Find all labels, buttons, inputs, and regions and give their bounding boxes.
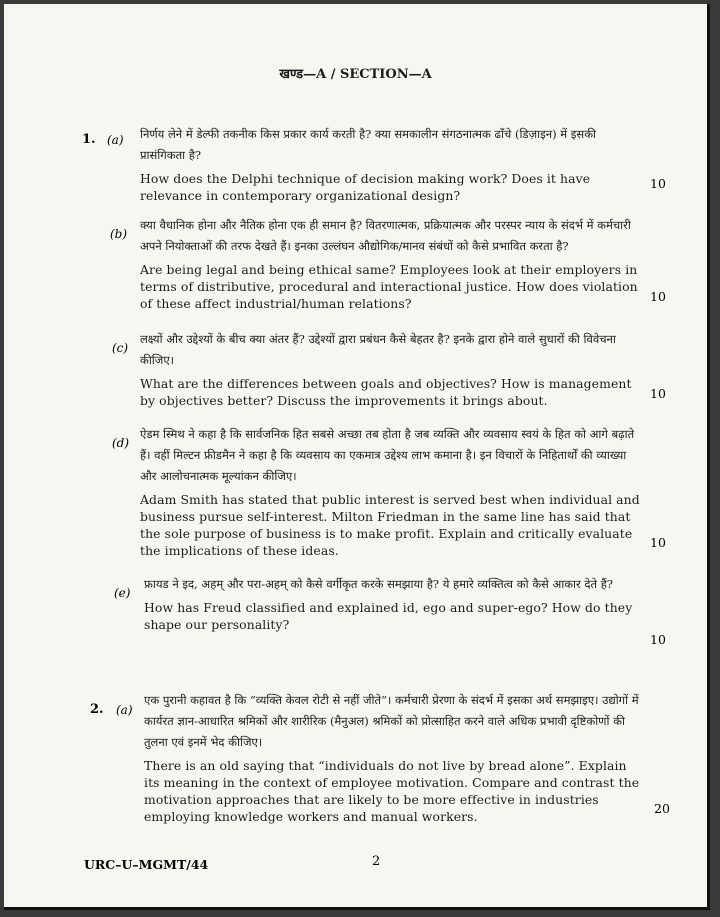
question-2a-marks: 20 (654, 801, 670, 816)
question-1e-label: (e) (114, 586, 131, 600)
question-1a (140, 124, 640, 204)
question-1b (140, 215, 640, 312)
question-1b-english: Are being legal and being ethical same? Employees look at their employers in terms of distributive, procedural and interactional justice. How does violation of these affect industrial/human relations? (140, 262, 638, 311)
question-1e-hindi: फ्रायड ने इद, अहम् और परा-अहम् को कैसे वर्गीकृत करके समझाया है? ये हमारे व्यक्तित्व को कैसे आकार देते हैं? (144, 577, 613, 591)
question-1b-marks: 10 (650, 289, 666, 304)
question-1d (140, 424, 640, 559)
question-1a-hindi: निर्णय लेने में डेल्फी तकनीक किस प्रकार कार्य करती है? क्या समकालीन संगठनात्मक ढाँचे (डिज़ाइन) में इसकी प्रासंगिकता है? (140, 127, 597, 162)
question-1c-marks: 10 (650, 386, 666, 401)
page-number: 2 (372, 854, 381, 869)
paper-code: URC–U–MGMT/44 (84, 857, 209, 872)
question-1d-hindi: ऐडम स्मिथ ने कहा है कि सार्वजनिक हित सबसे अच्छा तब होता है जब व्यक्ति और व्यवसाय स्वयं के हित को आगे बढ़ाते हैं। वहीं मिल्टन फ्रीडमैन ने कहा है कि व्यवसाय का एकमात्र उद्देश्य लाभ कमाना है। इन विचारों के निहितार्थों की व्याख्या और आलोचनात्मक मूल्यांकन कीजिए। (140, 427, 635, 483)
question-1d-english: Adam Smith has stated that public interest is served best when individual and business pursue self-interest. Milton Friedman in the same line has said that the sole purpose of business is to make profit. Explain and critically evaluate the implications of these ideas. (140, 492, 640, 558)
question-2a-label: (a) (116, 703, 133, 717)
question-1d-marks: 10 (650, 535, 666, 550)
question-1e-marks: 10 (650, 632, 666, 647)
question-2a (144, 690, 644, 825)
question-number-2: 2. (90, 702, 104, 717)
question-1d-label: (d) (112, 436, 130, 450)
question-1a-marks: 10 (650, 176, 666, 191)
question-1c-hindi: लक्ष्यों और उद्देश्यों के बीच क्या अंतर हैं? उद्देश्यों द्वारा प्रबंधन कैसे बेहतर है? इनके द्वारा होने वाले सुधारों की विवेचना कीजिए। (140, 332, 616, 367)
exam-page (4, 4, 710, 910)
question-1a-label: (a) (107, 133, 124, 147)
question-number-1: 1. (82, 132, 96, 147)
question-1e-english: How has Freud classified and explained id, ego and super-ego? How do they shape our personality? (144, 600, 633, 632)
question-2a-english: There is an old saying that “individuals do not live by bread alone”. Explain its meaning in the context of employee motivation. Compare and contrast the motivation approaches that are likely to be more effective in industries employing knowledge workers and manual workers. (144, 758, 640, 824)
question-1e (144, 574, 642, 633)
question-2a-hindi: एक पुरानी कहावत है कि “व्यक्ति केवल रोटी से नहीं जीते”। कर्मचारी प्रेरणा के संदर्भ में इसका अर्थ समझाइए। उद्योगों में कार्यरत ज्ञान-आधारित श्रमिकों और शारीरिक (मैनुअल) श्रमिकों को प्रोत्साहित करने वाले अधिक प्रभावी दृष्टिकोणों की तुलना एवं इनमें भेद कीजिए। (144, 693, 639, 749)
question-1b-hindi: क्या वैधानिक होना और नैतिक होना एक ही समान है? वितरणात्मक, प्रक्रियात्मक और परस्पर न्याय के संदर्भ में कर्मचारी अपने नियोक्ताओं की तरफ देखते हैं। इनका उल्लंघन औद्योगिक/मानव संबंधों को कैसे प्रभावित करता है? (140, 218, 631, 253)
question-1c-english: What are the differences between goals and objectives? How is management by objectives better? Discuss the improvements it brings about. (140, 376, 632, 408)
question-1c-label: (c) (112, 341, 129, 355)
question-1b-label: (b) (110, 227, 128, 241)
question-1c (140, 329, 640, 409)
section-header: खण्ड—A / SECTION—A (279, 67, 432, 82)
question-1a-english: How does the Delphi technique of decision making work? Does it have relevance in contemporary organizational design? (140, 171, 591, 203)
